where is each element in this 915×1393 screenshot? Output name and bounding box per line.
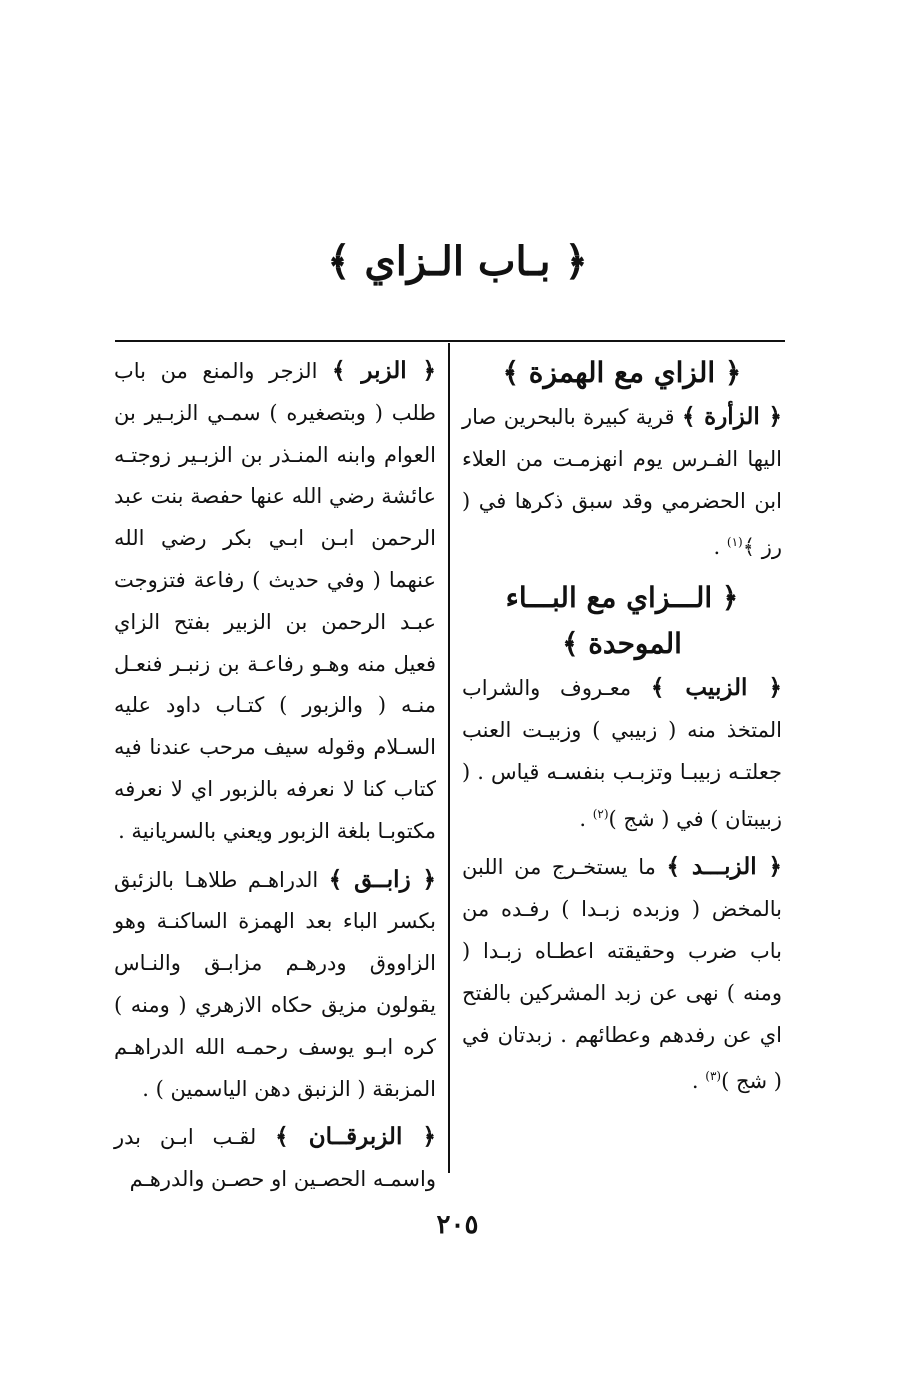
section-heading-baa: ﴿ الـــزاي مع البـــاء الموحدة ﴾ <box>505 581 739 661</box>
entry-text: الدراهـم طلاهـا بالزئبق بكسر الباء بعد الهمزة الساكنـة وهو الزاووق ودرهـم مزابـق والنـاس يقولون مزيق حكاه الازهري ( ومنه ) كره ابـو يوسف رحمـه الله الدراهـم المزبقة ( الزنبق دهن الياسمين ) . <box>114 867 436 1101</box>
entry-zabib <box>462 667 782 840</box>
entry-zibriqan <box>114 1116 436 1201</box>
footnote-marker: (١) <box>726 535 743 550</box>
column-divider <box>448 343 450 1173</box>
entry-term: ﴿ الزأرة ﴾ <box>681 403 782 430</box>
entry-term: ﴿ الزبر ﴾ <box>332 357 436 384</box>
chapter-title: ﴿ بـاب الـزاي ﴾ <box>327 238 588 285</box>
footnote-marker: (٣) <box>705 1069 722 1084</box>
entry-term: ﴿ زابــق ﴾ <box>328 865 437 893</box>
footnote-marker: (٢) <box>592 806 609 821</box>
entry-term: ﴿ الزبـــد ﴾ <box>666 853 782 881</box>
entry-zabr <box>114 350 436 853</box>
entry-text: قرية كبيرة بالبحرين صار اليها الفـرس يوم انهزمـت من العلاء ابن الحضرمي وقد سبق ذكرها في ( رز ﴾ <box>462 405 782 560</box>
left-column <box>114 350 436 1207</box>
entry-text: الزجر والمنع من باب طلب ( وبتصغيره ) سمـي الزبـير بن العوام وابنه المنـذر بن الزبـير زوجتـه عائشة رضي الله عنها حفصة بنت عبد الرحمن ابـن ابـي بكر رضي الله عنهما ( وفي حديث ) رفاعة فتزوجت عبـد الرحمن بن الزبير بفتح الزاي فعيل منه وهـو رفاعـة بن زنبـر فنعـل منـه ( والزبور ) كتـاب داود عليه السـلام وقوله سيف مرحب عندنا فيه كتاب كنا لا نعرفه بالزبور اي لا نعرفه مكتوبـا بلغة الزبور ويعني بالسريانية . <box>114 359 436 843</box>
section-heading-hamza: ﴿ الزاي مع الهمزة ﴾ <box>502 356 742 389</box>
entry-zabad <box>462 846 782 1103</box>
right-column <box>462 350 782 1109</box>
entry-text: ما يستخـرج من اللبن بالمخض ( وزبده زبـدا ) رفـده من باب ضرب وحقيقته اعطـاه زبـدا ( ومنه ) نهى عن زبد المشركين بالفتح اي عن رفدهم وعطائهم . زبدتان في ( شج ) <box>462 855 782 1094</box>
entry-zabaq <box>114 859 436 1111</box>
entry-term: ﴿ الزبيب ﴾ <box>650 674 782 702</box>
entry-text: معـروف والشراب المتخذ منه ( زبيبي ) وزبيـت العنب جعلتـه زبيبـا وتزبـب بنفسـه قياس . ( زبيبتان ) في ( شج ) <box>462 676 782 831</box>
header-rule <box>115 340 785 342</box>
entry-text: لقـب ابـن بدر واسمـه الحصـين او حصـن والدرهـم <box>114 1125 436 1192</box>
entry-end: . <box>713 535 727 560</box>
entry-end: . <box>691 1069 706 1094</box>
entry-zaara <box>462 396 782 569</box>
entry-end: . <box>579 806 593 831</box>
page-number: ٢٠٥ <box>436 1210 479 1240</box>
entry-term: ﴿ الزبرقــان ﴾ <box>275 1123 436 1151</box>
